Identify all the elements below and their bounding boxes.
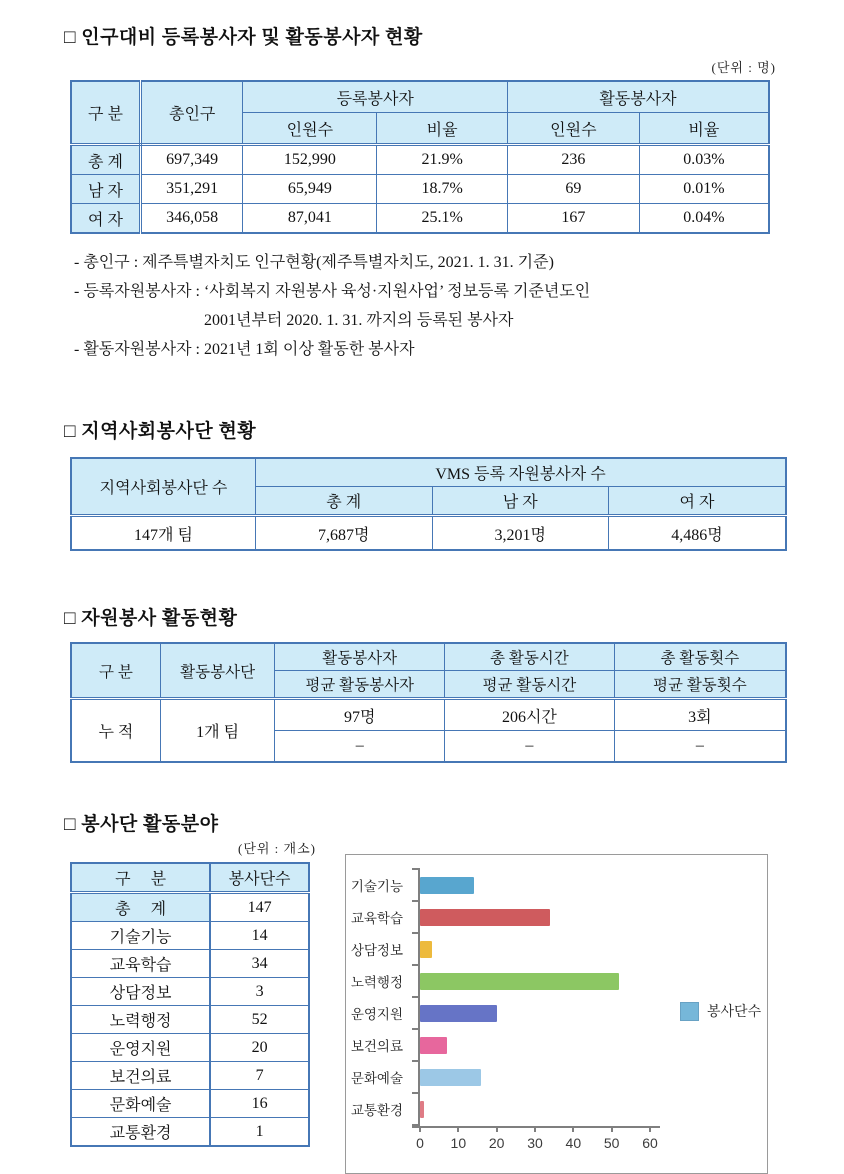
- th-female: 여 자: [608, 487, 786, 516]
- chart-bar-교육학습: [420, 909, 550, 926]
- table-row: [71, 1062, 309, 1090]
- chart-band: [420, 901, 720, 933]
- cell-count: 3: [210, 978, 309, 1006]
- chart-category-label: 상담정보: [350, 943, 403, 958]
- th-active-group: 활동봉사자: [507, 81, 769, 113]
- cell-vol: 97명: [275, 699, 445, 731]
- cell-male: 3,201명: [432, 516, 608, 551]
- th-total-population: 총인구: [140, 81, 243, 145]
- cell-total-pop: 351,291: [140, 175, 243, 204]
- cell-count: 34: [210, 950, 309, 978]
- row-label: 교통환경: [71, 1118, 210, 1147]
- table-row: [71, 516, 786, 551]
- th-active-ratio: 비율: [639, 113, 769, 145]
- row-label: 여 자: [71, 204, 140, 234]
- chart-category-label: 문화예술: [350, 1071, 403, 1086]
- th-vol-bottom: 평균 활동봉사자: [275, 671, 445, 699]
- x-tick-mark: [649, 1126, 651, 1132]
- cell-count: 52: [210, 1006, 309, 1034]
- th-gubun: 구 분: [71, 643, 160, 699]
- cell-act-ratio: 0.01%: [639, 175, 769, 204]
- chart-category-labels: [346, 869, 410, 1125]
- row-label: 운영지원: [71, 1034, 210, 1062]
- chart-legend: [680, 1001, 761, 1021]
- chart-band: [420, 869, 720, 901]
- chart-category-label: 운영지원: [350, 1007, 403, 1022]
- footnote-line: - 활동자원봉사자 : 2021년 1회 이상 활동한 봉사자: [74, 341, 415, 358]
- x-tick-label: 30: [527, 1135, 543, 1151]
- cell-act-ratio: 0.04%: [639, 204, 769, 234]
- row-label: 상담정보: [71, 978, 210, 1006]
- x-tick-label: 40: [565, 1135, 582, 1151]
- th-vms-group: VMS 등록 자원봉사자 수: [256, 458, 786, 487]
- th-cnt-bottom: 평균 활동횟수: [614, 671, 786, 699]
- table-activity-status: [70, 642, 787, 763]
- field-bar-chart: [345, 854, 768, 1174]
- cell-total-pop: 697,349: [140, 145, 243, 175]
- table-community-team: [70, 457, 787, 551]
- x-tick-label: 60: [642, 1135, 658, 1151]
- cell-time-avg: –: [445, 731, 615, 763]
- table-row: [71, 1034, 309, 1062]
- chart-band: [420, 933, 720, 965]
- row-label: 총 계: [71, 145, 140, 175]
- legend-label: 봉사단수: [707, 1003, 762, 1019]
- th-time-top: 총 활동시간: [445, 643, 615, 671]
- th-male: 남 자: [432, 487, 608, 516]
- table-row: [71, 978, 309, 1006]
- section1-unit-label: (단위 : 명): [711, 60, 776, 75]
- chart-band: [420, 997, 720, 1029]
- th-cnt-top: 총 활동횟수: [614, 643, 786, 671]
- cell-team-count: 147개 팀: [71, 516, 256, 551]
- x-tick-label: 20: [488, 1135, 505, 1151]
- x-tick-mark: [534, 1126, 536, 1132]
- footnotes: [74, 248, 844, 364]
- x-tick-mark: [457, 1126, 459, 1132]
- cell-reg-count: 152,990: [243, 145, 377, 175]
- section4-unit-label: (단위 : 개소): [237, 841, 316, 856]
- table-row: [71, 1090, 309, 1118]
- cell-act-count: 236: [507, 145, 639, 175]
- cell-total: 7,687명: [256, 516, 432, 551]
- th-vol-top: 활동봉사자: [275, 643, 445, 671]
- chart-bar-상담정보: [420, 941, 432, 958]
- row-label: 기술기능: [71, 922, 210, 950]
- th-count: 봉사단수: [210, 863, 309, 893]
- x-tick-label: 50: [603, 1135, 620, 1151]
- cell-reg-ratio: 21.9%: [377, 145, 508, 175]
- table-row: [71, 145, 769, 175]
- cell-count: 20: [210, 1034, 309, 1062]
- chart-band: [420, 965, 720, 997]
- row-label: 누 적: [71, 699, 160, 763]
- cell-total-pop: 346,058: [140, 204, 243, 234]
- cell-act-count: 69: [507, 175, 639, 204]
- x-tick-mark: [611, 1126, 613, 1132]
- row-label: 교육학습: [71, 950, 210, 978]
- x-tick-label: 0: [416, 1135, 424, 1151]
- th-gubun: 구 분: [71, 863, 210, 893]
- section4-content: [0, 862, 844, 1174]
- cell-act-count: 167: [507, 204, 639, 234]
- row-label: 남 자: [71, 175, 140, 204]
- x-tick-mark: [496, 1126, 498, 1132]
- table-row-total: [71, 893, 309, 922]
- cell-count: 7: [210, 1062, 309, 1090]
- th-gubun: 구 분: [71, 81, 140, 145]
- table-population-volunteers: [70, 80, 770, 234]
- table-row: [71, 175, 769, 204]
- legend-swatch: [680, 1002, 699, 1021]
- table-row: [71, 1006, 309, 1034]
- chart-category-label: 기술기능: [350, 879, 403, 894]
- th-total: 총 계: [256, 487, 432, 516]
- th-team-count: 지역사회봉사단 수: [71, 458, 256, 516]
- footnote-line: - 등록자원봉사자 : ‘사회복지 자원봉사 육성·지원사업’ 정보등록 기준년도인: [74, 283, 591, 300]
- cell-reg-ratio: 25.1%: [377, 204, 508, 234]
- x-tick-label: 10: [450, 1135, 467, 1151]
- footnote-line: 2001년부터 2020. 1. 31. 까지의 등록된 봉사자: [204, 312, 514, 329]
- cell-team: 1개 팀: [160, 699, 274, 763]
- section3-title: □ 자원봉사 활동현황: [64, 608, 238, 629]
- chart-category-label: 교육학습: [350, 911, 403, 926]
- row-label: 문화예술: [71, 1090, 210, 1118]
- th-registered-count: 인원수: [243, 113, 377, 145]
- cell-reg-ratio: 18.7%: [377, 175, 508, 204]
- section4-title: □ 봉사단 활동분야: [64, 814, 219, 835]
- chart-bar-기술기능: [420, 877, 474, 894]
- cell-count: 147: [210, 893, 309, 922]
- cell-vol-avg: –: [275, 731, 445, 763]
- cell-time: 206시간: [445, 699, 615, 731]
- cell-count: 16: [210, 1090, 309, 1118]
- chart-band: [420, 1061, 720, 1093]
- footnote-line: - 총인구 : 제주특별자치도 인구현황(제주특별자치도, 2021. 1. 31. 기준): [74, 254, 554, 271]
- cell-cnt: 3회: [614, 699, 786, 731]
- chart-bar-보건의료: [420, 1037, 447, 1054]
- table-row: [71, 950, 309, 978]
- table-row: [71, 922, 309, 950]
- th-team: 활동봉사단: [160, 643, 274, 699]
- row-label: 보건의료: [71, 1062, 210, 1090]
- x-tick-mark: [419, 1126, 421, 1132]
- th-registered-ratio: 비율: [377, 113, 508, 145]
- cell-reg-count: 87,041: [243, 204, 377, 234]
- chart-plot: [420, 869, 720, 1125]
- cell-cnt-avg: –: [614, 731, 786, 763]
- x-tick-mark: [572, 1126, 574, 1132]
- th-registered-group: 등록봉사자: [243, 81, 508, 113]
- chart-x-ticks: [416, 1126, 660, 1156]
- chart-band: [420, 1093, 720, 1125]
- section1-title: □ 인구대비 등록봉사자 및 활동봉사자 현황: [64, 27, 423, 48]
- table-row: [71, 699, 786, 731]
- th-time-bottom: 평균 활동시간: [445, 671, 615, 699]
- cell-female: 4,486명: [608, 516, 786, 551]
- chart-category-label: 보건의료: [350, 1039, 403, 1054]
- section2-title: □ 지역사회봉사단 현황: [64, 421, 257, 442]
- table-field-count: [70, 862, 310, 1147]
- row-label: 노력행정: [71, 1006, 210, 1034]
- row-label: 총 계: [71, 893, 210, 922]
- chart-band: [420, 1029, 720, 1061]
- chart-bar-운영지원: [420, 1005, 497, 1022]
- chart-bar-문화예술: [420, 1069, 481, 1086]
- chart-bar-노력행정: [420, 973, 619, 990]
- table-row: [71, 1118, 309, 1147]
- chart-bar-교통환경: [420, 1101, 424, 1118]
- cell-count: 1: [210, 1118, 309, 1147]
- cell-act-ratio: 0.03%: [639, 145, 769, 175]
- cell-reg-count: 65,949: [243, 175, 377, 204]
- th-active-count: 인원수: [507, 113, 639, 145]
- chart-category-label: 노력행정: [350, 975, 403, 990]
- table-row: [71, 204, 769, 234]
- chart-category-label: 교통환경: [350, 1103, 403, 1118]
- cell-count: 14: [210, 922, 309, 950]
